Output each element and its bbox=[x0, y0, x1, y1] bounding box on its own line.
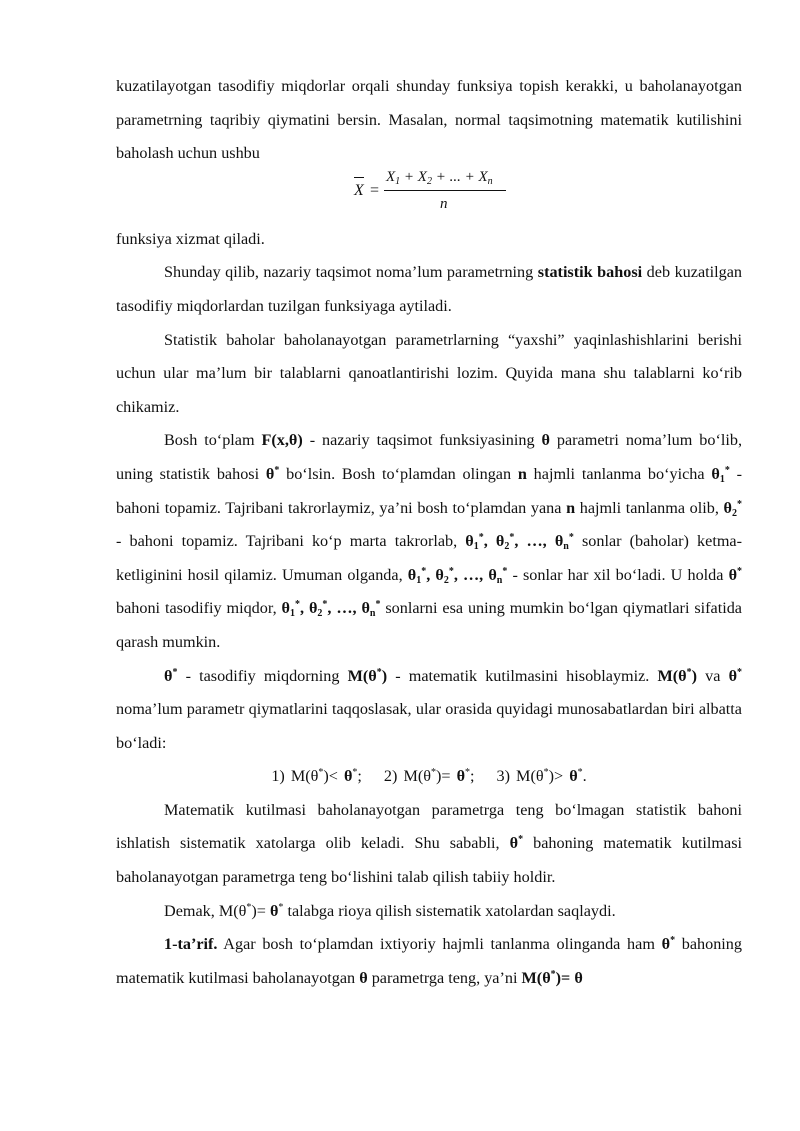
theta: θ bbox=[711, 464, 720, 483]
math bbox=[164, 667, 177, 685]
paragraph-conclusion bbox=[116, 895, 742, 929]
definition-label: 1-ta’rif. bbox=[164, 935, 218, 954]
star: * bbox=[502, 565, 508, 577]
m-theta: M(θ bbox=[347, 666, 377, 685]
text: Agar bosh to‘plamdan ixtiyoriy hajmli tanlanma olinganda ham bbox=[217, 935, 662, 954]
text: - nazariy taqsimot funksiyasining bbox=[302, 431, 542, 450]
theta: θ bbox=[728, 666, 738, 685]
math bbox=[658, 667, 698, 685]
relation-1: 1) M(θ bbox=[271, 767, 319, 786]
text: sonlarni esa uning mumkin bo‘lgan qiymatlari sifatida qarash mumkin. bbox=[116, 599, 742, 651]
star: * bbox=[509, 532, 515, 544]
star: * bbox=[550, 968, 556, 980]
text: hajmli tanlanma olib, bbox=[575, 498, 724, 517]
text: Demak, M(θ bbox=[164, 901, 247, 920]
text: - bahoni topamiz. Tajribani ko‘p marta takrorlab, bbox=[116, 532, 466, 551]
star: * bbox=[172, 666, 178, 678]
relation-3: 3) M(θ bbox=[496, 767, 544, 786]
theta: θ bbox=[465, 532, 474, 551]
math bbox=[266, 465, 279, 483]
text: bahoning matematik kutilmasi baholanayotgan parametrga teng bo‘lishini talab qilish tabiiy holdir. bbox=[116, 834, 742, 887]
text: va bbox=[697, 666, 729, 685]
math: F(x,θ) bbox=[261, 431, 303, 450]
text: )= bbox=[251, 901, 270, 920]
star: * bbox=[278, 901, 284, 913]
paragraph-function: funksiya xizmat qiladi. bbox=[116, 229, 265, 248]
paren: ) bbox=[691, 666, 698, 685]
semicolon: ; bbox=[470, 767, 475, 786]
star: * bbox=[352, 767, 358, 779]
star: * bbox=[543, 767, 549, 779]
equals-theta: )= θ bbox=[555, 968, 583, 987]
math: θ bbox=[541, 431, 550, 450]
text: Matematik kutilmasi baholanayotgan parametrga teng bo‘lmagan statistik bahoni ishlatish sistematik xatolarga olib keladi. Shu sababli, bbox=[116, 800, 742, 853]
theta: θ bbox=[456, 767, 466, 786]
star: * bbox=[318, 767, 324, 779]
text: bo‘lsin. Bosh to‘plamdan olingan bbox=[279, 464, 518, 483]
math bbox=[711, 465, 729, 483]
star: * bbox=[376, 666, 382, 678]
text: - sonlar har xil bo‘ladi. U holda bbox=[507, 565, 729, 584]
star: * bbox=[724, 464, 730, 476]
paragraph-definition-1 bbox=[116, 928, 742, 995]
text: bahoni tasodifiy miqdor, bbox=[116, 599, 282, 618]
sub: 2 bbox=[317, 608, 323, 620]
text: bahoning matematik kutilmasi baholanayotgan bbox=[116, 935, 742, 987]
math bbox=[662, 935, 675, 953]
paragraph-requirements: Statistik baholar baholanayotgan parametrlarning “yaxshi” yaqinlashishlarini berishi uchun ular ma’lum bir talablarni qanoatlantirishi lozim. Quyida mana shu talablarni ko‘rib chikamiz. bbox=[116, 330, 742, 416]
star: * bbox=[577, 767, 583, 779]
paragraph-systematic-errors bbox=[116, 794, 742, 895]
sub: 1 bbox=[290, 608, 295, 620]
star: * bbox=[686, 666, 692, 678]
theta: θ bbox=[269, 901, 279, 920]
num-x1: X bbox=[386, 168, 396, 185]
document-page bbox=[116, 70, 742, 995]
math bbox=[348, 667, 388, 685]
math bbox=[408, 566, 508, 584]
sub: n bbox=[496, 574, 503, 586]
theta: , …, θ bbox=[514, 532, 564, 551]
star: * bbox=[670, 935, 676, 947]
num-x2: + X bbox=[403, 168, 427, 185]
theta: , θ bbox=[300, 599, 318, 618]
m-theta: M(θ bbox=[521, 968, 551, 987]
num-xn: + ... + X bbox=[435, 168, 488, 185]
star: * bbox=[518, 834, 524, 846]
star: * bbox=[737, 565, 743, 577]
period: . bbox=[582, 767, 587, 786]
math bbox=[724, 499, 742, 517]
paragraph-sampling bbox=[116, 424, 742, 659]
theta: , …, θ bbox=[327, 599, 370, 618]
sub: 2 bbox=[443, 574, 449, 586]
relation-1: )< bbox=[323, 767, 344, 786]
theta: θ bbox=[265, 464, 275, 483]
star: * bbox=[568, 532, 574, 544]
relation-3: )> bbox=[548, 767, 570, 786]
star: * bbox=[274, 464, 280, 476]
text: - bahoni topamiz. Tajribani takrorlaymiz, ya’ni bosh to‘plamdan yana bbox=[116, 464, 743, 517]
theta: θ bbox=[509, 834, 519, 853]
text: hajmli tanlanma bo‘yicha bbox=[526, 464, 712, 483]
star: * bbox=[737, 498, 742, 510]
star: * bbox=[478, 532, 484, 544]
sub: 1 bbox=[719, 473, 725, 485]
relation-2: 2) M(θ bbox=[383, 767, 431, 786]
math bbox=[465, 532, 574, 553]
star: * bbox=[431, 767, 436, 779]
theta: , θ bbox=[483, 532, 505, 551]
math bbox=[729, 667, 742, 685]
paragraph-intro: kuzatilayotgan tasodifiy miqdorlar orqali shunday funksiya topish kerakki, u baholanayotgan parametrning taqribiy qiymatini bersin. Masalan, normal taqsimotning matematik kutilishini baholash uchun ushbu bbox=[116, 77, 742, 163]
text: parametri noma’lum bo‘lib, uning statistik bahosi bbox=[116, 431, 742, 483]
paren: ) bbox=[381, 666, 388, 685]
math bbox=[729, 566, 742, 584]
sub: n bbox=[369, 608, 376, 620]
text: sonlar (baholar) ketma-ketliginini hosil qilamiz. Umuman olganda, bbox=[116, 532, 742, 584]
num-sub-n: n bbox=[487, 175, 493, 187]
math bbox=[281, 599, 381, 620]
star: * bbox=[375, 599, 381, 611]
relation-2: )= bbox=[436, 767, 457, 786]
num-sub-1: 1 bbox=[395, 175, 401, 187]
sub: 2 bbox=[732, 507, 737, 519]
theta: θ bbox=[343, 767, 353, 786]
text: talabga rioya qilish sistematik xatolardan saqlaydi. bbox=[283, 901, 616, 920]
semicolon: ; bbox=[357, 767, 362, 786]
text: parametrga teng, ya’ni bbox=[367, 968, 522, 987]
star: * bbox=[421, 565, 427, 577]
sub: 1 bbox=[416, 574, 422, 586]
star: * bbox=[246, 901, 252, 913]
theta: θ bbox=[281, 599, 290, 618]
theta: θ bbox=[407, 565, 417, 584]
formula-equals: = bbox=[370, 181, 380, 199]
math bbox=[510, 834, 523, 852]
paragraph-definition bbox=[116, 256, 742, 323]
text: Shunday qilib, nazariy taqsimot noma’lum parametrning bbox=[164, 263, 538, 282]
text: - matematik kutilmasini hisoblaymiz. bbox=[387, 666, 658, 685]
math: n bbox=[517, 464, 527, 483]
formula-numerator bbox=[386, 167, 493, 187]
theta: , …, θ bbox=[453, 565, 497, 584]
theta: θ bbox=[723, 498, 732, 517]
text: deb kuzatilgan tasodifiy miqdorlardan tuzilgan funksiyaga aytiladi. bbox=[116, 263, 743, 315]
math bbox=[522, 969, 583, 987]
theta: θ bbox=[569, 767, 578, 786]
sub: 2 bbox=[504, 541, 510, 553]
m-theta: M(θ bbox=[657, 666, 687, 685]
math: n bbox=[566, 498, 576, 517]
text: - tasodifiy miqdorning bbox=[177, 666, 348, 685]
sample-mean-formula bbox=[116, 168, 742, 223]
overline bbox=[354, 177, 364, 178]
text: noma’lum parametr qiymatlarini taqqoslasak, ular orasida quyidagi munosabatlardan biri albatta bo‘ladi: bbox=[116, 700, 742, 752]
num-sub-2: 2 bbox=[426, 175, 432, 187]
term-statistical-estimate: statistik bahosi bbox=[537, 263, 643, 282]
sub: 1 bbox=[473, 541, 479, 553]
relations-list bbox=[116, 760, 742, 794]
theta: θ bbox=[359, 968, 368, 987]
text: Bosh to‘plam bbox=[164, 431, 262, 450]
star: * bbox=[322, 599, 328, 611]
sub: n bbox=[563, 541, 569, 553]
theta: θ bbox=[661, 935, 671, 954]
formula-denominator: n bbox=[440, 195, 448, 212]
theta: θ bbox=[728, 565, 738, 584]
fraction-line bbox=[384, 190, 506, 191]
star: * bbox=[295, 599, 300, 611]
star: * bbox=[448, 565, 454, 577]
theta: θ bbox=[164, 666, 173, 685]
formula-lhs: X bbox=[354, 181, 364, 199]
paragraph-expectation bbox=[116, 660, 742, 761]
star: * bbox=[465, 767, 471, 779]
theta: , θ bbox=[426, 565, 444, 584]
star: * bbox=[737, 666, 743, 678]
